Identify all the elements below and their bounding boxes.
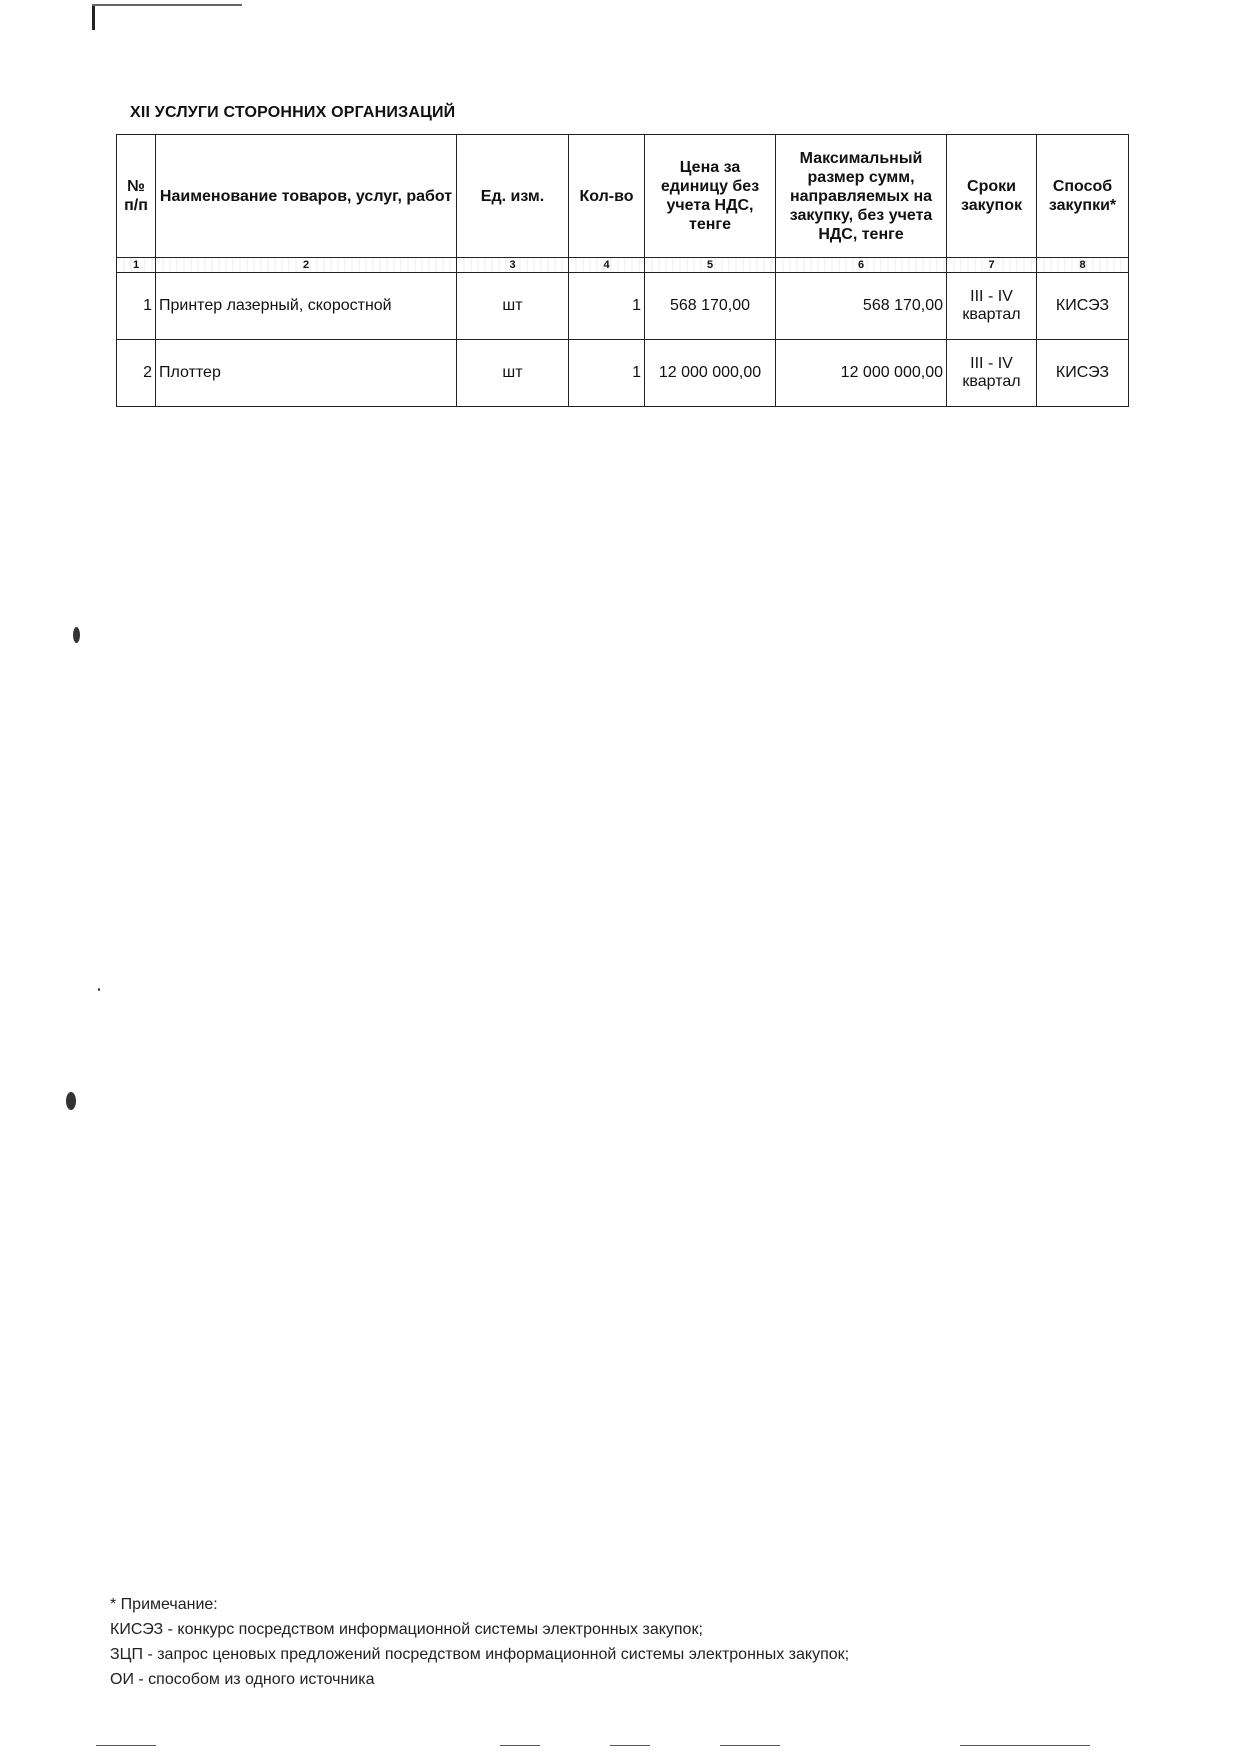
footnote [110,1592,849,1692]
header-price: Цена за единицу без учета НДС, тенге [645,135,776,258]
scan-edge-dash [96,1745,156,1746]
header-quantity: Кол-во [569,135,645,258]
item-unit: шт [457,273,569,340]
scan-speck [98,988,100,991]
item-period: III - IV квартал [947,273,1037,340]
item-quantity: 1 [569,340,645,407]
item-unit: шт [457,340,569,407]
row-number: 1 [117,273,156,340]
footnote-line: ОИ - способом из одного источника [110,1671,375,1688]
footnote-line: КИСЭЗ - конкурс посредством информационной системы электронных закупок; [110,1621,703,1638]
section-title: XII УСЛУГИ СТОРОННИХ ОРГАНИЗАЦИЙ [130,104,456,121]
column-number: 1 [117,258,156,273]
column-number: 8 [1037,258,1129,273]
scan-speck [66,1092,76,1110]
table-row [117,340,1129,407]
column-number: 6 [776,258,947,273]
scan-corner-mark [92,4,95,30]
header-unit: Ед. изм. [457,135,569,258]
scan-edge-dash [720,1745,780,1746]
item-name: Плоттер [156,340,457,407]
item-price: 12 000 000,00 [645,340,776,407]
item-max-sum: 12 000 000,00 [776,340,947,407]
row-number: 2 [117,340,156,407]
column-number: 5 [645,258,776,273]
column-number: 7 [947,258,1037,273]
column-number: 4 [569,258,645,273]
table-header-row [117,135,1129,258]
item-period: III - IV квартал [947,340,1037,407]
header-method: Способ закупки* [1037,135,1129,258]
header-max-sum: Максимальный размер сумм, направляемых на закупку, без учета НДС, тенге [776,135,947,258]
footnote-title: * Примечание: [110,1596,218,1613]
footnote-line: ЗЦП - запрос ценовых предложений посредством информационной системы электронных закупок; [110,1646,850,1663]
table-row [117,273,1129,340]
item-price: 568 170,00 [645,273,776,340]
column-number: 3 [457,258,569,273]
item-quantity: 1 [569,273,645,340]
procurement-table [116,134,1129,407]
scan-edge-dash [960,1745,1090,1746]
scan-edge-dash [500,1745,540,1746]
item-name: Принтер лазерный, скоростной [156,273,457,340]
scan-corner-mark [92,4,242,6]
item-method: КИСЭЗ [1037,340,1129,407]
item-method: КИСЭЗ [1037,273,1129,340]
scan-edge-dash [610,1745,650,1746]
header-number: № п/п [117,135,156,258]
header-name: Наименование товаров, услуг, работ [156,135,457,258]
header-period: Сроки закупок [947,135,1037,258]
column-number: 2 [156,258,457,273]
scan-speck [73,627,80,643]
column-number-row [117,258,1129,273]
item-max-sum: 568 170,00 [776,273,947,340]
